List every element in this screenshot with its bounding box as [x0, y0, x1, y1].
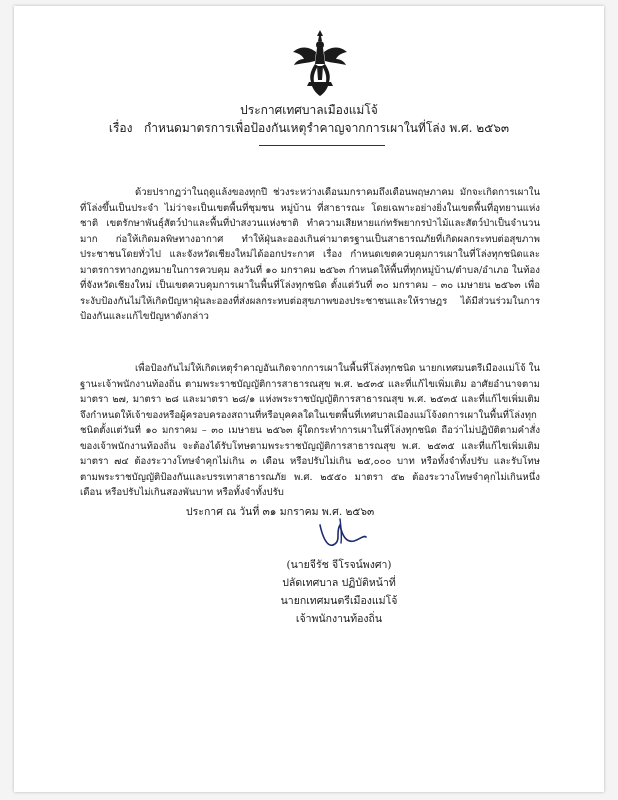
- garuda-emblem-icon: [290, 28, 350, 98]
- title-divider: [259, 145, 385, 146]
- handwritten-signature: [310, 513, 370, 553]
- subject-text: กำหนดมาตรการเพื่อป้องกันเหตุรำคาญจากการเผาในที่โล่ง พ.ศ. ๒๕๖๓: [143, 121, 510, 135]
- document-subject-line: [14, 120, 604, 137]
- paragraph-1: ด้วยปรากฏว่าในฤดูแล้งของทุกปี ช่วงระหว่างเดือนมกราคมถึงเดือนพฤษภาคม มักจะเกิดการเผาในที่โล่งขึ้นเป็นประจำ ไม่ว่าจะเป็นเขตพื้นที่ชุมชน หมู่บ้าน ที่สาธารณะ โดยเฉพาะอย่างยิ่งในเขตพื้นที่อุทยานแห่งชาติ เขตรักษาพันธุ์สัตว์ป่าและพื้นที่ป่าสงวนแห่งชาติ ทำความเสียหายแก่ทรัพยากรป่าไม้และสัตว์ป่าเป็นจำนวนมาก ก่อให้เกิดมลพิษทางอากาศ ทำให้ฝุ่นละอองเกินค่ามาตรฐานเป็นสาธารณภัยที่เกิดผลกระทบต่อสุขภาพประชาชนโดยทั่วไป และจังหวัดเชียงใหม่ได้ออกประกาศ เรื่อง กำหนดเขตควบคุมการเผาในที่โล่งทุกชนิดและมาตรการทางกฎหมายในการควบคุม ลงวันที่ ๑๐ มกราคม ๒๕๖๓ กำหนดให้พื้นที่ทุกหมู่บ้าน/ตำบล/อำเภอ ในท้องที่จังหวัดเชียงใหม่ เป็นเขตควบคุมการเผาในพื้นที่โล่งทุกชนิด ตั้งแต่วันที่ ๓๐ มกราคม – ๓๐ เมษายน ๒๕๖๓ เพื่อระงับป้องกันไม่ให้เกิดปัญหาฝุ่นละอองที่ส่งผลกระทบต่อสุขภาพของประชาชนและให้ราษฎร ได้มีส่วนร่วมในการป้องกันและแก้ไขปัญหาดังกล่าว: [80, 187, 540, 322]
- announce-date: ประกาศ ณ วันที่ ๓๑ มกราคม พ.ศ. ๒๕๖๓: [186, 506, 375, 518]
- signer-position-1: ปลัดเทศบาล ปฏิบัติหน้าที่: [282, 577, 396, 589]
- signer-position-3: เจ้าพนักงานท้องถิ่น: [295, 613, 383, 625]
- paragraph-2: เพื่อป้องกันไม่ให้เกิดเหตุรำคาญอันเกิดจากการเผาในพื้นที่โล่งทุกชนิด นายกเทศมนตรีเมืองแม่โจ้ ในฐานะเจ้าพนักงานท้องถิ่น ตามพระราชบัญญัติการสาธารณสุข พ.ศ. ๒๕๓๕ และที่แก้ไขเพิ่มเติม อาศัยอำนาจตามมาตรา ๒๗, มาตรา ๒๘ และมาตรา ๒๘/๑ แห่งพระราชบัญญัติการสาธารณสุข พ.ศ. ๒๕๓๕ และที่แก้ไขเพิ่มเติม จึงกำหนดให้เจ้าของหรือผู้ครอบครองสถานที่หรือบุคคลใดในเขตพื้นที่เทศบาลเมืองแม่โจ้งดการเผาในพื้นที่โล่งทุกชนิดตั้งแต่วันที่ ๑๐ มกราคม – ๓๐ เมษายน ๒๕๖๓ ผู้ใดกระทำการเผาในที่โล่งทุกชนิด ถือว่าไม่ปฏิบัติตามคำสั่งของเจ้าพนักงานท้องถิ่น จะต้องได้รับโทษตามพระราชบัญญัติการสาธารณสุข พ.ศ. ๒๕๓๕ และที่แก้ไขเพิ่มเติม มาตรา ๗๔ ต้องระวางโทษจำคุกไม่เกิน ๓ เดือน หรือปรับไม่เกิน ๒๕,๐๐๐ บาท หรือทั้งจำทั้งปรับ และรับโทษตามพระราชบัญญัติป้องกันและบรรเทาสาธารณภัย พ.ศ. ๒๕๕๐ มาตรา ๕๒ ต้องระวางโทษจำคุกไม่เกินหนึ่ง เดือน หรือปรับไม่เกินสองพันบาท หรือทั้งจำทั้งปรับ: [80, 363, 540, 498]
- signer-position-2: นายกเทศมนตรีเมืองแม่โจ้: [280, 595, 398, 607]
- document-title: ประกาศเทศบาลเมืองแม่โจ้: [240, 103, 378, 117]
- document-page: [14, 6, 604, 792]
- signer-name: (นายจีรัช จีโรจน์พงศา): [286, 559, 392, 571]
- subject-label: เรื่อง: [108, 121, 133, 135]
